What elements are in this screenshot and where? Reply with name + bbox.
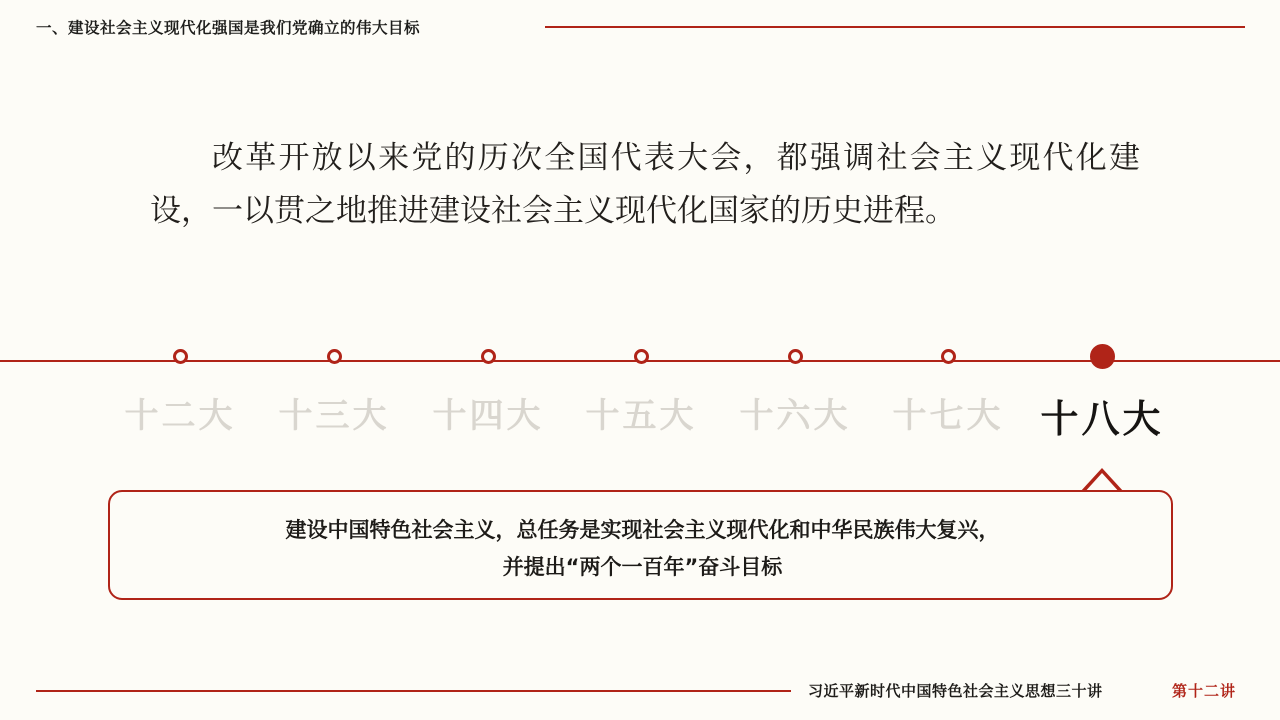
callout-box (108, 490, 1173, 600)
callout-line-1: 建设中国特色社会主义，总任务是实现社会主义现代化和中华民族伟大复兴， (285, 518, 1000, 542)
timeline-dot-icon (481, 349, 496, 364)
timeline-dot-icon (1090, 344, 1115, 369)
timeline-node-label: 十八大 (1040, 397, 1164, 441)
lead-paragraph: 改革开放以来党的历次全国代表大会，都强调社会主义现代化建设，一以贯之地推进建设社会主义现代化国家的历史进程。 (150, 140, 1140, 230)
footer-lecture-badge: 第十二讲 (1172, 683, 1237, 700)
footer-series-title: 习近平新时代中国特色社会主义思想三十讲 (808, 683, 1103, 700)
timeline-dot-icon (634, 349, 649, 364)
callout-line-2: 并提出“两个一百年”奋斗目标 (502, 554, 783, 579)
timeline-node-label: 十三大 (278, 396, 390, 436)
header-divider (545, 26, 1245, 28)
timeline-dot-icon (788, 349, 803, 364)
footer-divider (36, 690, 791, 692)
page-title: 一、建设社会主义现代化强国是我们党确立的伟大目标 (36, 20, 421, 37)
timeline-node-label: 十四大 (432, 396, 544, 436)
timeline-node-label: 十七大 (892, 396, 1004, 436)
timeline-node-label: 十五大 (585, 396, 697, 436)
slide-header (0, 0, 1280, 52)
timeline-node-label: 十二大 (124, 396, 236, 436)
timeline-dot-icon (327, 349, 342, 364)
timeline-node-label: 十六大 (739, 396, 851, 436)
callout-text (110, 512, 1175, 586)
slide-footer (0, 676, 1280, 720)
timeline-dot-icon (173, 349, 188, 364)
timeline-dot-icon (941, 349, 956, 364)
